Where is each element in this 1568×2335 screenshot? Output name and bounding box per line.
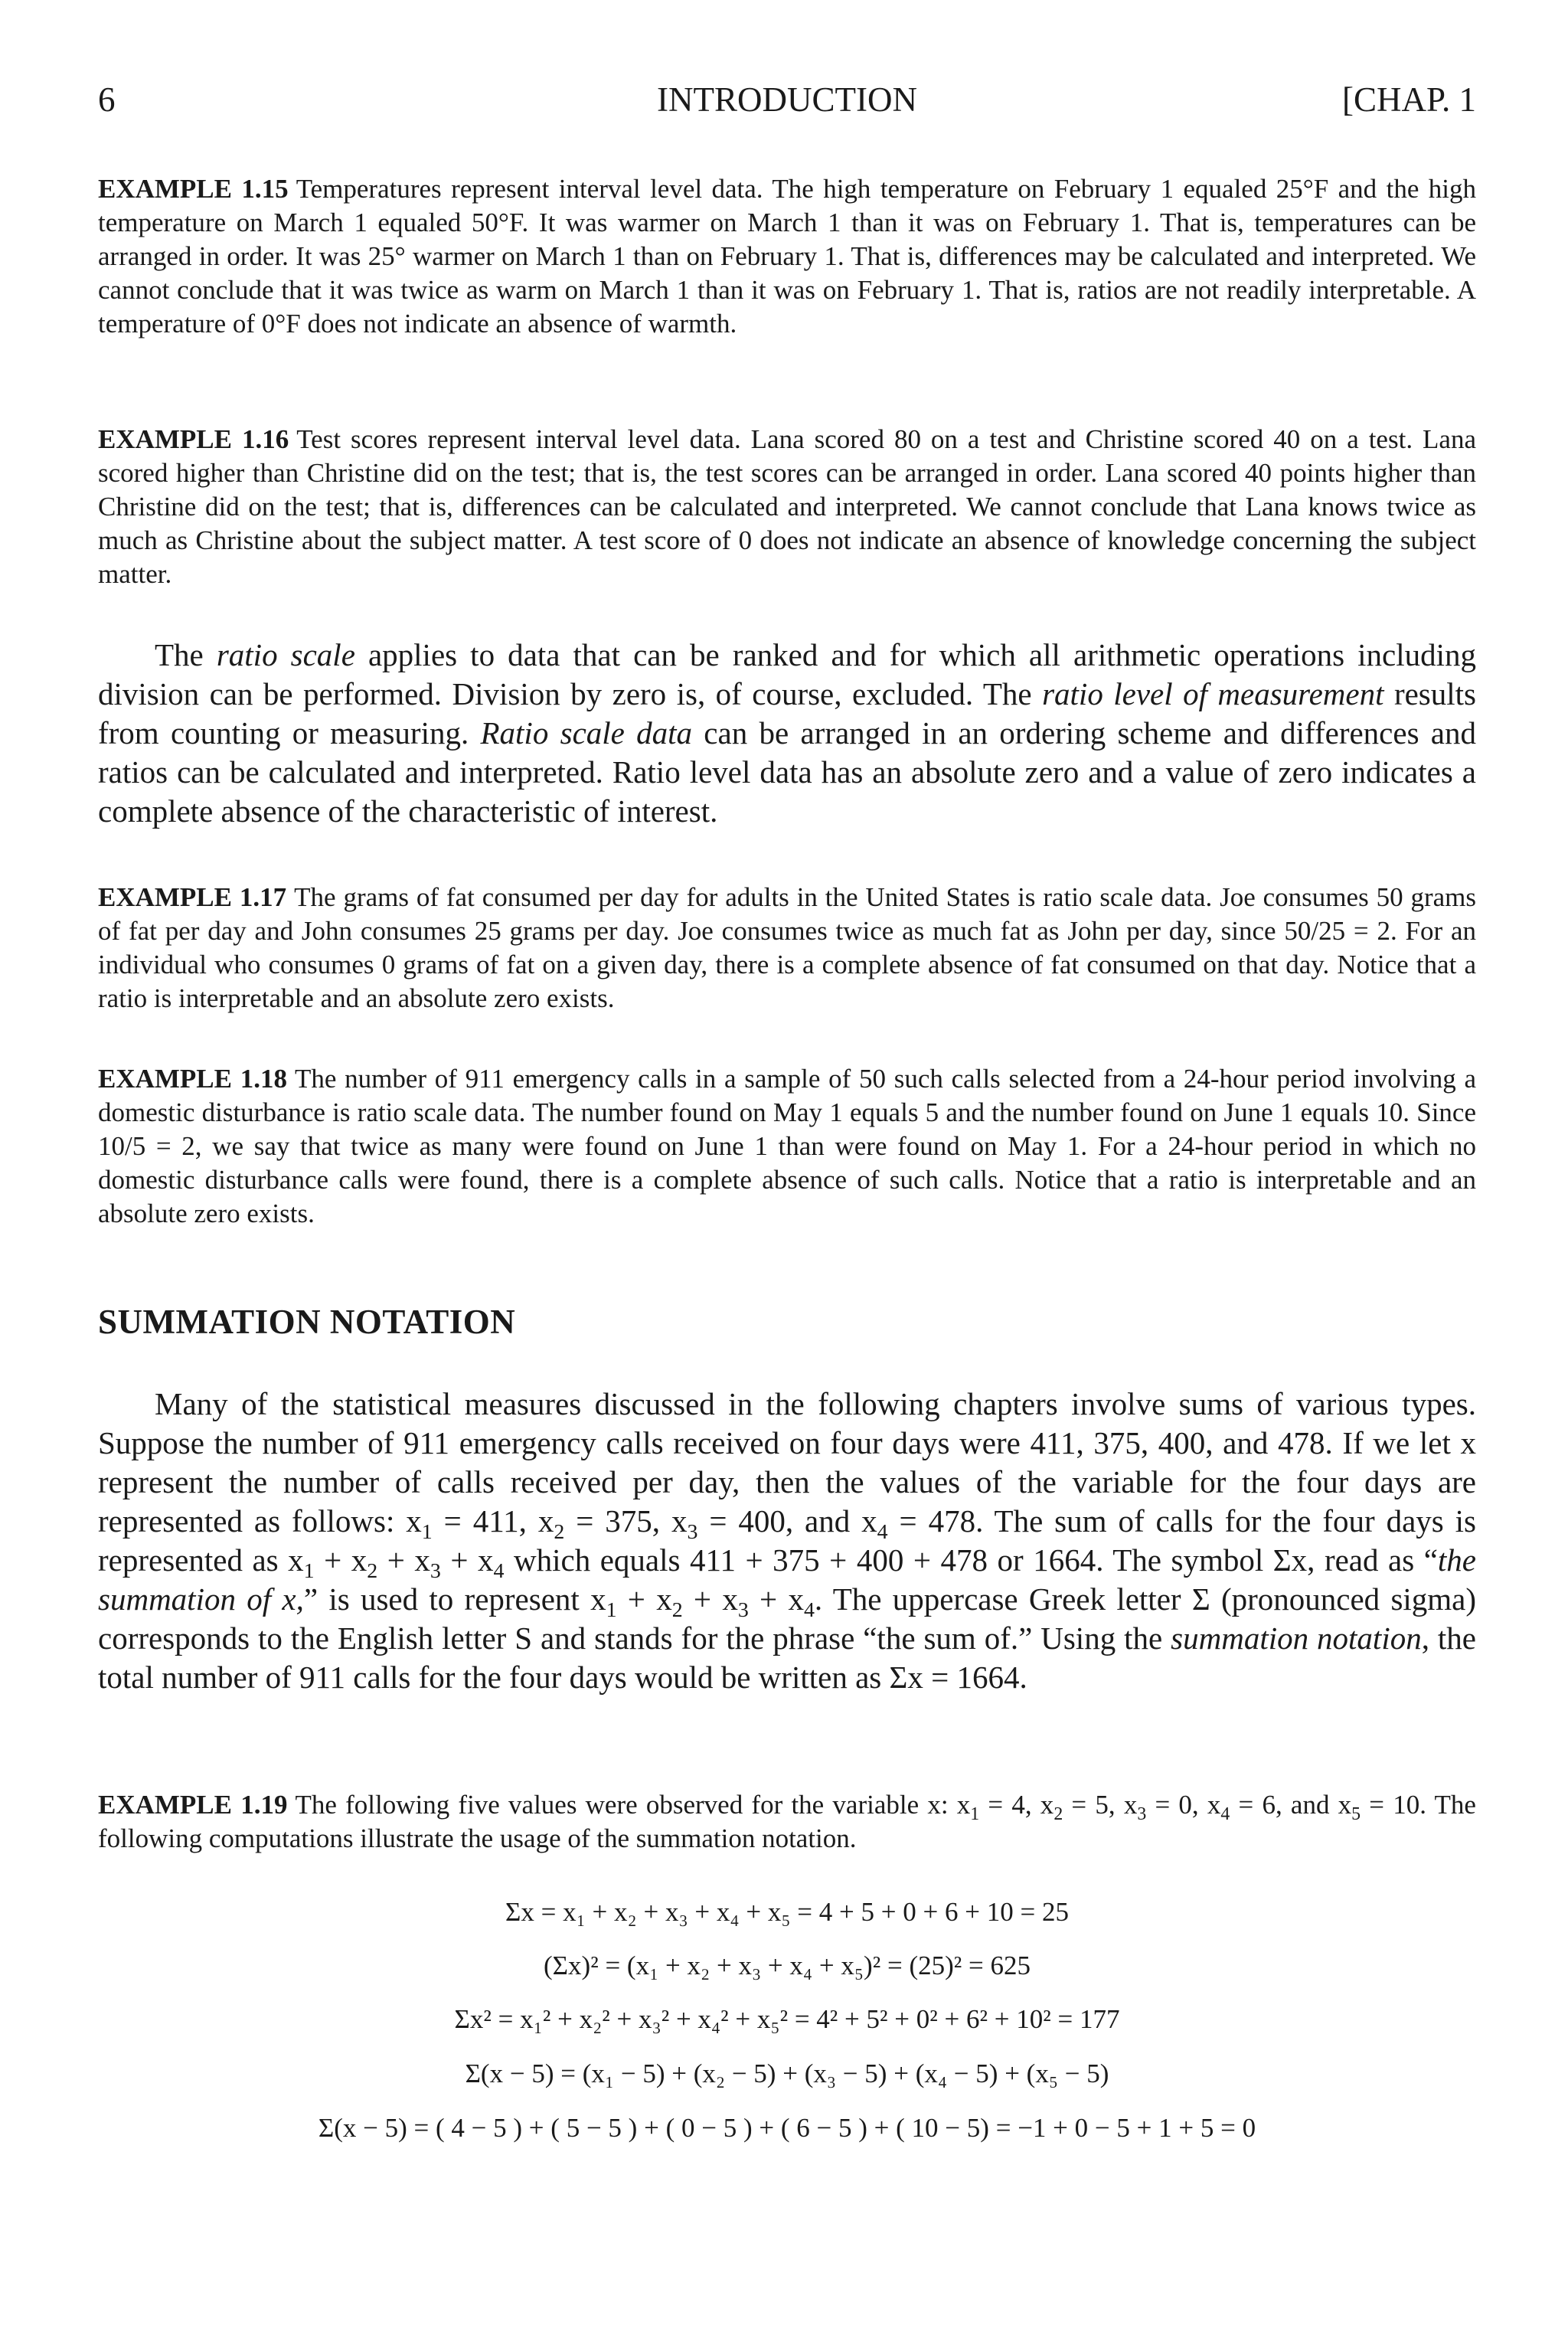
subscript: 3 (687, 1520, 698, 1545)
example-text: Temperatures represent interval level data. The high temperature on February 1 equaled 25°F and the high temperature on March 1 equaled 50°F. It was warmer on March 1 than it was on February 1. That is, temperatures can be arranged in order. It was 25° warmer on March 1 than on February 1. That is, differences may be calculated and interpreted. We cannot conclude that it was twice as warm on March 1 than it was on February 1. That is, ratios are not readily interpretable. A temperature of 0°F does not indicate an absence of warmth. (98, 174, 1477, 338)
subscript: 2 (554, 1520, 565, 1545)
equation-sum-x: Σx = x₁ + x₂ + x₃ + x₄ + x₅ = 4 + 5 + 0 + 6 + 10 = 25 (505, 1897, 1069, 1927)
example-text: Test scores represent interval level data. Lana scored 80 on a test and Christine scored 40 on a test. Lana scored higher than Christine did on the test; that is, the test scores can be arranged in order. Lana scored 40 points higher than Christine did on the test; that is, differences can be calculated and interpreted. We cannot conclude that Lana knows twice as much as Christine about the subject matter. A test score of 0 does not indicate an absence of knowledge concerning the subject matter. (98, 424, 1477, 589)
italic-term: summation notation (1171, 1620, 1422, 1656)
text-run: + x (616, 1581, 672, 1617)
text-run: + x (440, 1542, 494, 1578)
text-run: Many of the statistical measures discussed in the following chapters involve sums of various types. Suppose the number of 911 emergency calls received on four days were 411, 375, 400, and 478. If we let x represent the number of calls received per day, then the values of the variable for the four days are represented as follows: x (98, 1386, 1476, 1539)
example-text: The grams of fat consumed per day for adults in the United States is ratio scale data. Joe consumes 50 grams of fat per day and John consumes 25 grams per day. Joe consumes twice as much fat as John per day, since 50/25 = 2. For an individual who consumes 0 grams of fat on a given day, there is a complete absence of fat consumed on that day. Notice that a ratio is interpretable and an absolute zero exists. (98, 882, 1476, 1013)
ratio-scale-paragraph (98, 636, 1476, 831)
subscript: 1 (303, 1559, 315, 1584)
text-run: applies to data that can be ranked and for which all arithmetic operations including division can be performed. Division by zero is, of course, excluded. The (98, 637, 1476, 711)
text-run: The following five values were observed for the variable x: x (295, 1790, 971, 1820)
subscript: 1 (970, 1804, 980, 1824)
italic-term: the summation of x, (98, 1542, 1476, 1617)
subscript: 1 (606, 1598, 617, 1623)
example-1-17 (98, 881, 1476, 1015)
text-run: = 375, x (564, 1503, 688, 1539)
text-run: = 0, x (1146, 1790, 1221, 1820)
subscript: 4 (803, 1598, 815, 1623)
text-run: = 10. The following computations illustrate the usage of the summation notation. (98, 1790, 1476, 1853)
subscript: 4 (493, 1559, 505, 1584)
text-run: = 400, and x (697, 1503, 877, 1539)
equation-sum-minus-five-evaluated: Σ(x − 5) = ( 4 − 5 ) + ( 5 − 5 ) + ( 0 − 5 ) + ( 6 − 5 ) + ( 10 − 5) = −1 + 0 − 5 + 1 + 5 = 0 (318, 2113, 1256, 2143)
text-run: which equals 411 + 375 + 400 + 478 or 1664. The symbol Σx, read as “ (504, 1542, 1438, 1578)
summation-paragraph (98, 1385, 1476, 1697)
example-label: EXAMPLE 1.17 (98, 882, 287, 912)
text-run: ” is used to represent x (303, 1581, 606, 1617)
subscript: 5 (1351, 1804, 1361, 1824)
subscript: 2 (671, 1598, 683, 1623)
example-label: EXAMPLE 1.16 (98, 424, 289, 454)
subscript: 2 (367, 1559, 378, 1584)
equation-sum-minus-five: Σ(x − 5) = (x₁ − 5) + (x₂ − 5) + (x₃ − 5) + (x₄ − 5) + (x₅ − 5) (465, 2059, 1109, 2088)
example-text: The number of 911 emergency calls in a sample of 50 such calls selected from a 24-hour period involving a domestic disturbance is ratio scale data. The number found on May 1 equals 5 and the number found on June 1 equals 10. Since 10/5 = 2, we say that twice as many were found on June 1 than were found on May 1. For a 24-hour period in which no domestic disturbance calls were found, there is a complete absence of such calls. Notice that a ratio is interpretable and an absolute zero exists. (98, 1064, 1477, 1228)
text-run: = 5, x (1063, 1790, 1138, 1820)
example-1-19 (98, 1788, 1476, 1856)
italic-term: ratio level of measurement (1042, 676, 1384, 711)
subscript: 3 (737, 1598, 749, 1623)
text-run: = 6, and x (1230, 1790, 1352, 1820)
text-run: results from counting or measuring. (98, 676, 1477, 751)
section-heading: SUMMATION NOTATION (98, 1303, 516, 1341)
italic-term: ratio scale (216, 637, 355, 672)
subscript: 4 (1220, 1804, 1230, 1824)
text-run: = 4, x (979, 1790, 1054, 1820)
chapter-label: [CHAP. 1 (1341, 80, 1476, 119)
text-run: + x (377, 1542, 430, 1578)
text-run: . The uppercase Greek letter Σ (pronounced sigma) corresponds to the English letter S and stands for the phrase “the sum of.” Using the (98, 1581, 1477, 1656)
subscript: 1 (421, 1520, 433, 1545)
example-label: EXAMPLE 1.19 (98, 1790, 288, 1820)
subscript: 3 (1137, 1804, 1147, 1824)
italic-term: Ratio scale data (480, 715, 693, 751)
example-1-18 (98, 1062, 1476, 1231)
example-1-16 (98, 423, 1476, 591)
text-run: , the total number of 911 calls for the four days would be written as Σx = 1664. (98, 1620, 1476, 1695)
equation-sum-of-squares: Σx² = x₁² + x₂² + x₃² + x₄² + x₅² = 4² + 5² + 0² + 6² + 10² = 177 (454, 2004, 1120, 2034)
subscript: 2 (1054, 1804, 1063, 1824)
text-run: The (155, 637, 217, 672)
text-run: = 411, x (432, 1503, 554, 1539)
example-label: EXAMPLE 1.15 (98, 174, 289, 204)
running-head (98, 80, 1476, 126)
text-run: + x (748, 1581, 804, 1617)
text-run: can be arranged in an ordering scheme and differences and ratios can be calculated and interpreted. Ratio level data has an absolute zero and a value of zero indicates a complete absence of the characteristic of interest. (98, 715, 1477, 829)
subscript: 3 (430, 1559, 441, 1584)
example-1-15 (98, 172, 1476, 341)
equation-sum-squared: (Σx)² = (x₁ + x₂ + x₃ + x₄ + x₅)² = (25)² = 625 (544, 1951, 1031, 1980)
page-number: 6 (98, 80, 116, 119)
subscript: 4 (877, 1520, 888, 1545)
running-title: INTRODUCTION (657, 80, 917, 119)
text-run: + x (682, 1581, 738, 1617)
example-label: EXAMPLE 1.18 (98, 1064, 287, 1094)
text-run: = 478. The sum of calls for the four days is represented as x (98, 1503, 1477, 1578)
text-run: + x (314, 1542, 368, 1578)
